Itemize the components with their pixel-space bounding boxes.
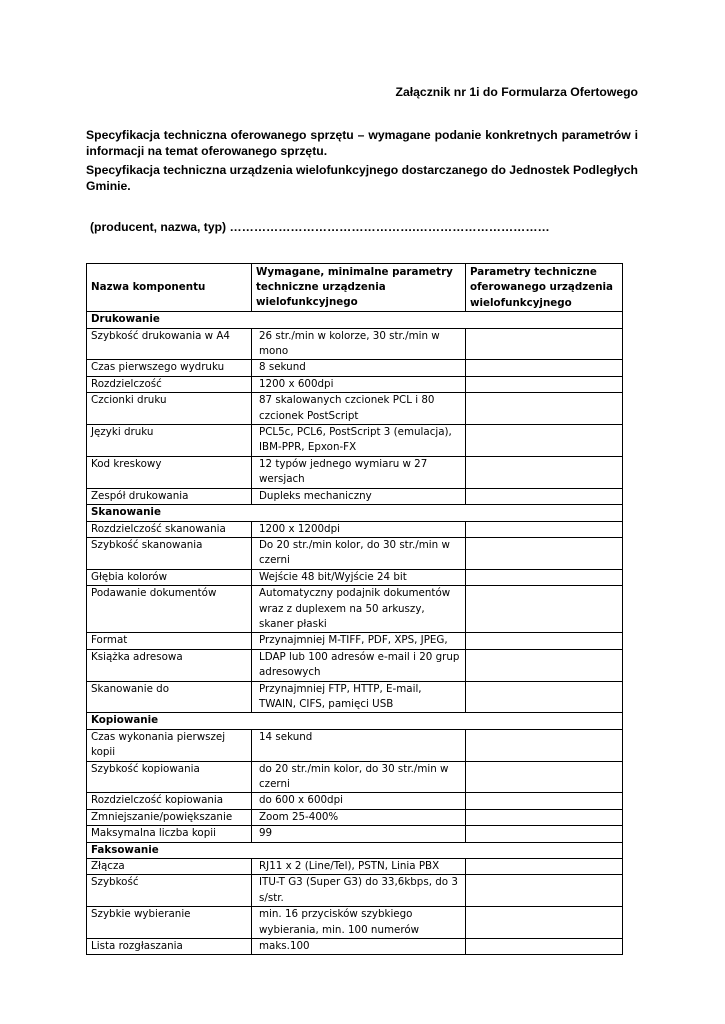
table-header-row <box>87 264 623 312</box>
table-row <box>87 826 623 842</box>
component-name: Czcionki druku <box>87 393 252 425</box>
required-value: Przynajmniej M-TIFF, PDF, XPS, JPEG, <box>252 633 466 649</box>
required-value: maks.100 <box>252 939 466 955</box>
table-row <box>87 360 623 376</box>
offered-value-cell[interactable] <box>466 569 623 585</box>
section-row <box>87 312 623 328</box>
offered-value-cell[interactable] <box>466 761 623 793</box>
offered-value-cell[interactable] <box>466 456 623 488</box>
component-name: Szybkość kopiowania <box>87 761 252 793</box>
required-value: 1200 x 600dpi <box>252 376 466 392</box>
spec-intro-line: Specyfikacja techniczna oferowanego sprzętu – wymagane podanie konkretnych parametrów i informacji na temat oferowanego sprzętu. <box>86 128 638 158</box>
required-value: 87 skalowanych czcionek PCL i 80 czcionek PostScript <box>252 393 466 425</box>
producer-line: (producent, nazwa, typ) ……………………………………….…………………………… <box>90 220 550 234</box>
spec-table <box>86 263 623 955</box>
section-title: Drukowanie <box>87 312 623 328</box>
required-value: Wejście 48 bit/Wyjście 24 bit <box>252 569 466 585</box>
component-name: Szybkie wybieranie <box>87 907 252 939</box>
offered-value-cell[interactable] <box>466 376 623 392</box>
offered-value-cell[interactable] <box>466 488 623 504</box>
required-value: 8 sekund <box>252 360 466 376</box>
component-name: Szybkość <box>87 875 252 907</box>
required-value: Automatyczny podajnik dokumentów wraz z duplexem na 50 arkuszy, skaner płaski <box>252 586 466 633</box>
table-row <box>87 907 623 939</box>
required-value: RJ11 x 2 (Line/Tel), PSTN, Linia PBX <box>252 859 466 875</box>
offered-value-cell[interactable] <box>466 649 623 681</box>
offered-value-cell[interactable] <box>466 586 623 633</box>
offered-value-cell[interactable] <box>466 939 623 955</box>
table-row <box>87 376 623 392</box>
table-row <box>87 586 623 633</box>
table-row <box>87 633 623 649</box>
offered-value-cell[interactable] <box>466 793 623 809</box>
required-value: ITU-T G3 (Super G3) do 33,6kbps, do 3 s/str. <box>252 875 466 907</box>
offered-value-cell[interactable] <box>466 425 623 457</box>
component-name: Głębia kolorów <box>87 569 252 585</box>
offered-value-cell[interactable] <box>466 537 623 569</box>
required-value: Zoom 25-400% <box>252 809 466 825</box>
component-name: Złącza <box>87 859 252 875</box>
table-row <box>87 681 623 713</box>
offered-value-cell[interactable] <box>466 729 623 761</box>
required-value: PCL5c, PCL6, PostScript 3 (emulacja), IBM-PPR, Epxon-FX <box>252 425 466 457</box>
section-title: Faksowanie <box>87 842 623 858</box>
component-name: Zmniejszanie/powiększanie <box>87 809 252 825</box>
table-row <box>87 859 623 875</box>
offered-value-cell[interactable] <box>466 681 623 713</box>
component-name: Rozdzielczość kopiowania <box>87 793 252 809</box>
required-value: Przynajmniej FTP, HTTP, E-mail, TWAIN, CIFS, pamięci USB <box>252 681 466 713</box>
header-required: Wymagane, minimalne parametry techniczne urządzenia wielofunkcyjnego <box>252 264 466 312</box>
required-value: min. 16 przycisków szybkiego wybierania, min. 100 numerów <box>252 907 466 939</box>
required-value: 12 typów jednego wymiaru w 27 wersjach <box>252 456 466 488</box>
required-value: do 600 x 600dpi <box>252 793 466 809</box>
component-name: Skanowanie do <box>87 681 252 713</box>
spec-device-line: Specyfikacja techniczna urządzenia wielofunkcyjnego dostarczanego do Jednostek Podległych Gminie. <box>86 163 638 193</box>
component-name: Szybkość drukowania w A4 <box>87 328 252 360</box>
offered-value-cell[interactable] <box>466 328 623 360</box>
offered-value-cell[interactable] <box>466 360 623 376</box>
table-row <box>87 729 623 761</box>
component-name: Maksymalna liczba kopii <box>87 826 252 842</box>
component-name: Kod kreskowy <box>87 456 252 488</box>
table-row <box>87 793 623 809</box>
offered-value-cell[interactable] <box>466 826 623 842</box>
component-name: Czas pierwszego wydruku <box>87 360 252 376</box>
table-row <box>87 569 623 585</box>
offered-value-cell[interactable] <box>466 859 623 875</box>
table-body <box>87 312 623 955</box>
offered-value-cell[interactable] <box>466 393 623 425</box>
offered-value-cell[interactable] <box>466 809 623 825</box>
section-title: Kopiowanie <box>87 713 623 729</box>
table-row <box>87 328 623 360</box>
required-value: Dupleks mechaniczny <box>252 488 466 504</box>
component-name: Książka adresowa <box>87 649 252 681</box>
component-name: Szybkość skanowania <box>87 537 252 569</box>
component-name: Lista rozgłaszania <box>87 939 252 955</box>
table-row <box>87 521 623 537</box>
table-row <box>87 875 623 907</box>
required-value: Do 20 str./min kolor, do 30 str./min w czerni <box>252 537 466 569</box>
component-name: Podawanie dokumentów <box>87 586 252 633</box>
section-row <box>87 505 623 521</box>
component-name: Rozdzielczość skanowania <box>87 521 252 537</box>
table-row <box>87 761 623 793</box>
offered-value-cell[interactable] <box>466 907 623 939</box>
header-offered: Parametry techniczne oferowanego urządzenia wielofunkcyjnego <box>466 264 623 312</box>
header-component: Nazwa komponentu <box>87 264 252 312</box>
required-value: 14 sekund <box>252 729 466 761</box>
annex-title: Załącznik nr 1i do Formularza Ofertowego <box>395 85 638 99</box>
section-row <box>87 713 623 729</box>
table-row <box>87 425 623 457</box>
table-row <box>87 939 623 955</box>
table-row <box>87 537 623 569</box>
table-row <box>87 488 623 504</box>
required-value: 99 <box>252 826 466 842</box>
required-value: 1200 x 1200dpi <box>252 521 466 537</box>
component-name: Rozdzielczość <box>87 376 252 392</box>
component-name: Zespół drukowania <box>87 488 252 504</box>
offered-value-cell[interactable] <box>466 521 623 537</box>
component-name: Języki druku <box>87 425 252 457</box>
required-value: 26 str./min w kolorze, 30 str./min w mono <box>252 328 466 360</box>
section-row <box>87 842 623 858</box>
offered-value-cell[interactable] <box>466 633 623 649</box>
component-name: Format <box>87 633 252 649</box>
offered-value-cell[interactable] <box>466 875 623 907</box>
component-name: Czas wykonania pierwszej kopii <box>87 729 252 761</box>
table-row <box>87 456 623 488</box>
section-title: Skanowanie <box>87 505 623 521</box>
required-value: LDAP lub 100 adresów e-mail i 20 grup adresowych <box>252 649 466 681</box>
table-row <box>87 393 623 425</box>
required-value: do 20 str./min kolor, do 30 str./min w czerni <box>252 761 466 793</box>
table-row <box>87 809 623 825</box>
table-row <box>87 649 623 681</box>
